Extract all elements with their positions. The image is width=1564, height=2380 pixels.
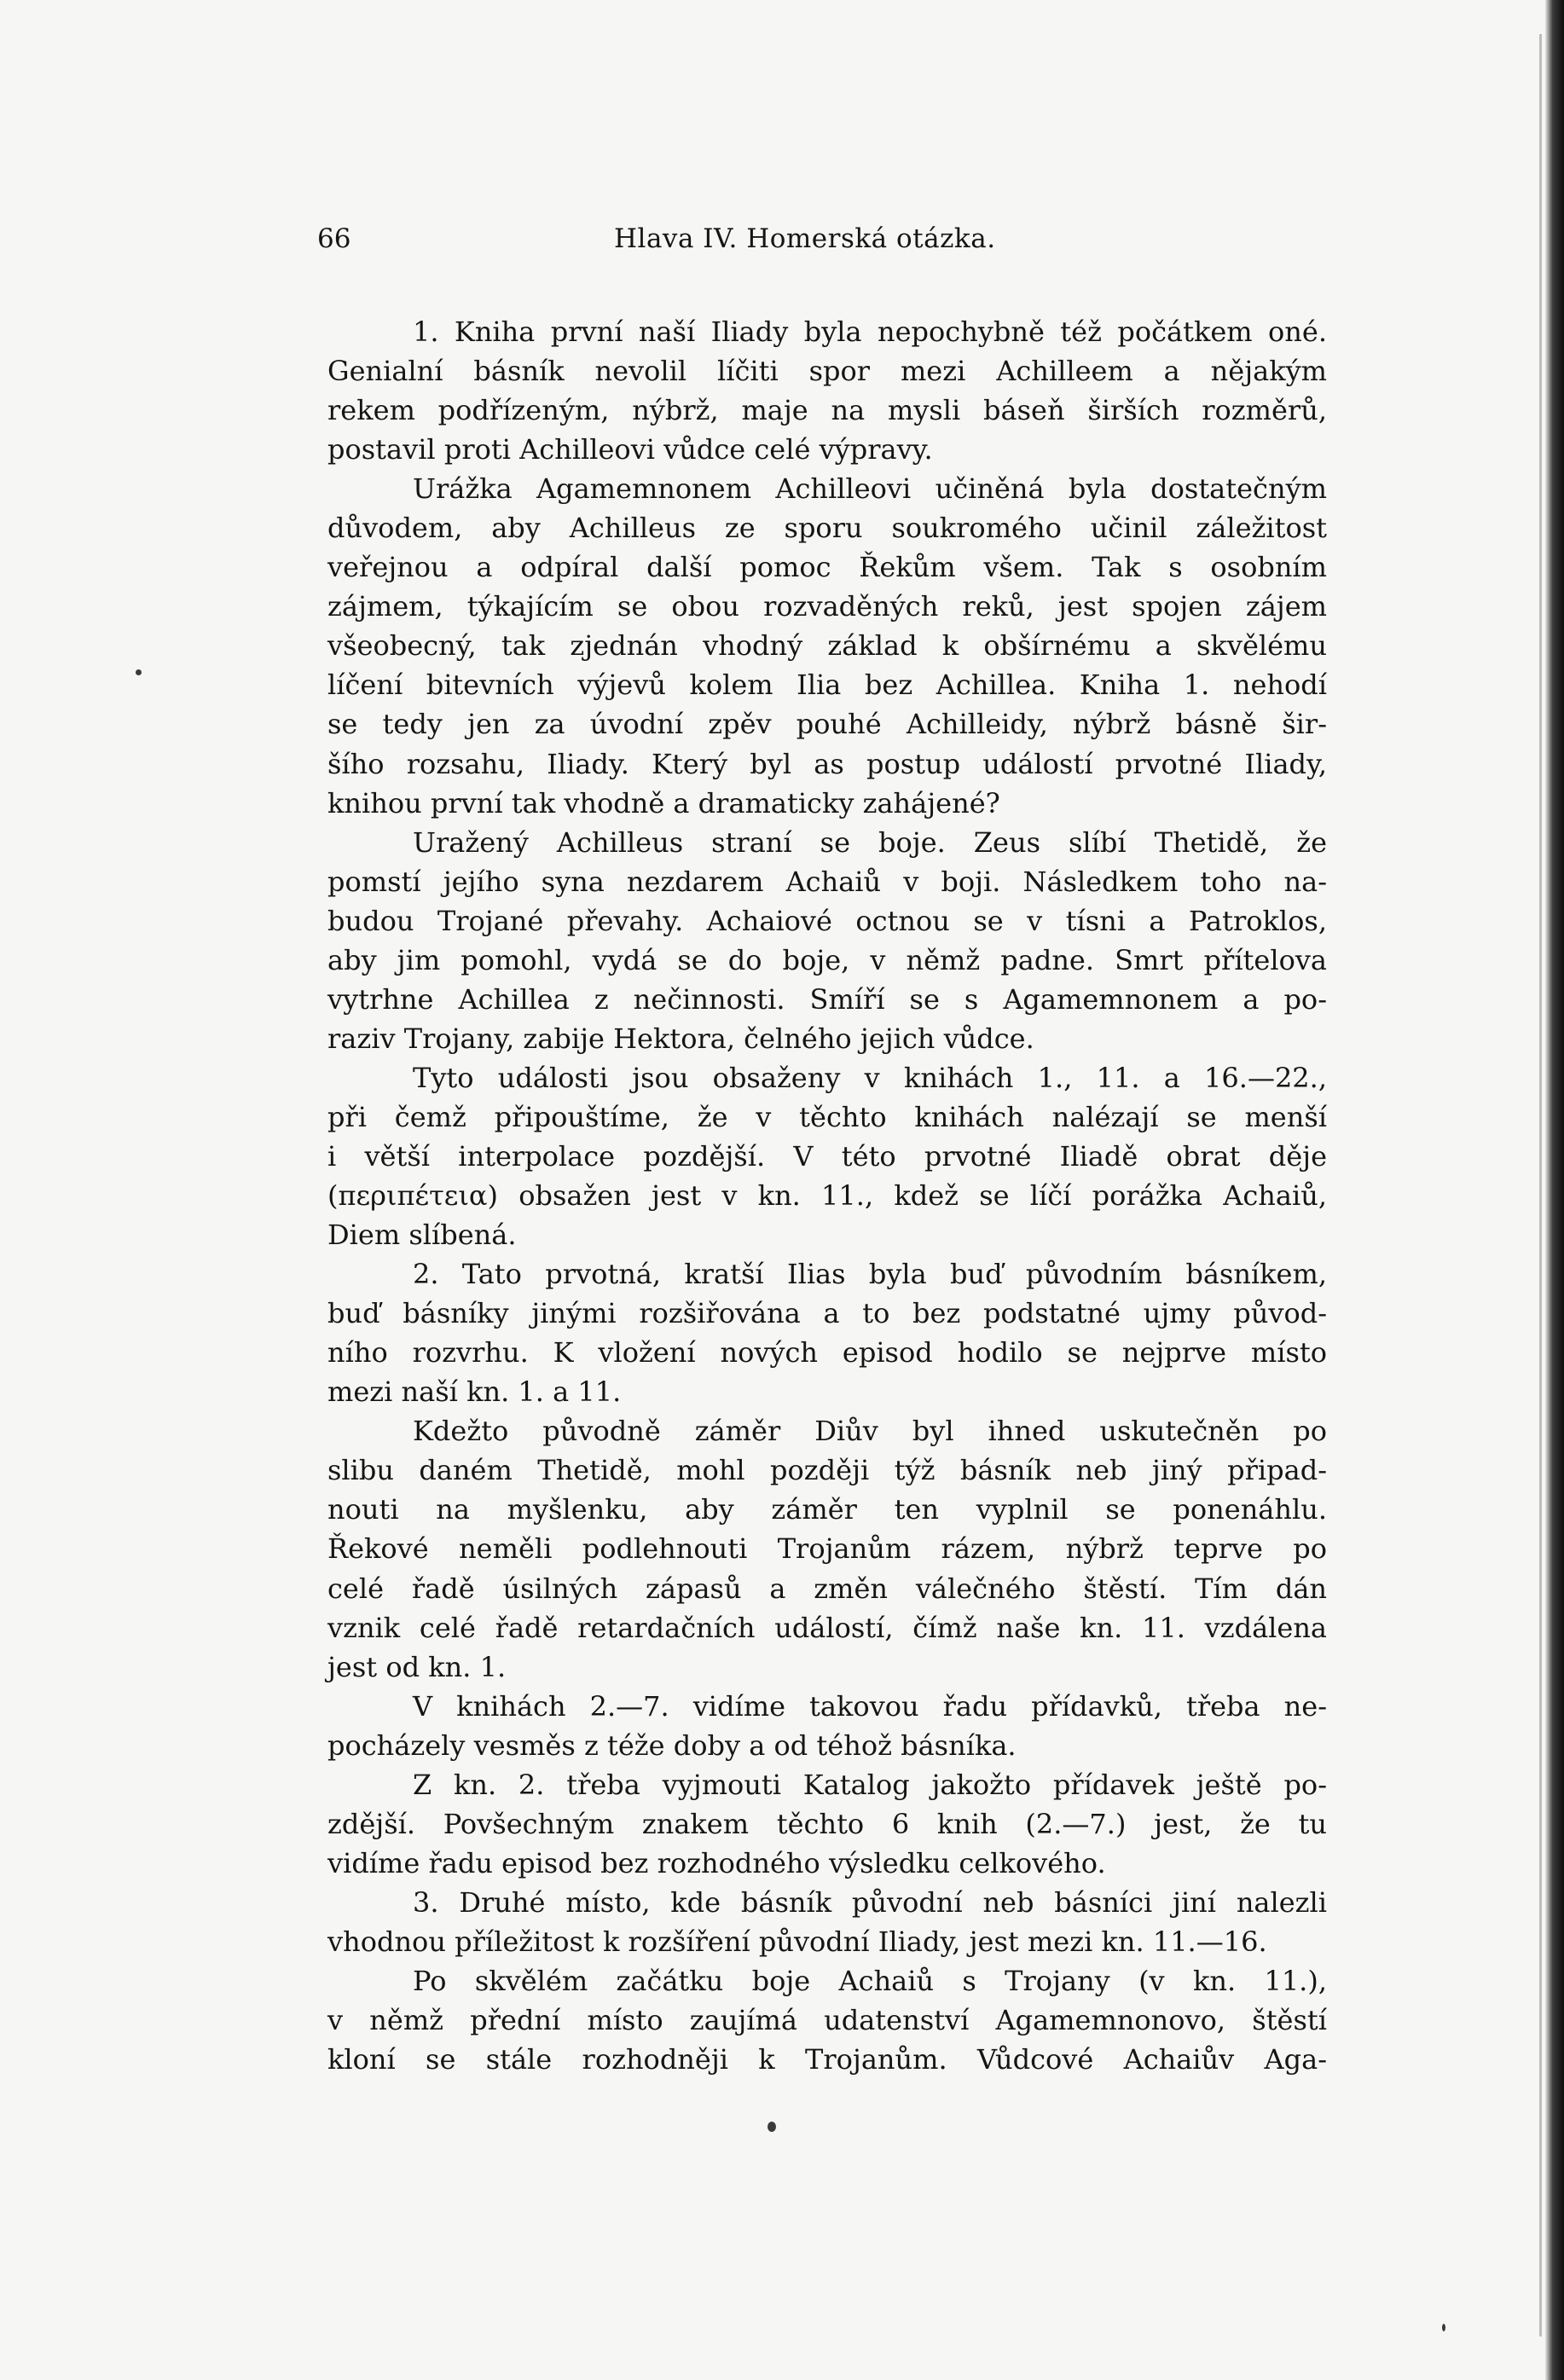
text-line: V knihách 2.—7. vidíme takovou řadu přídavků, třeba ne- — [413, 1689, 1327, 1723]
text-line: při čemž připouštíme, že v těchto knihách nalézají se menší — [327, 1100, 1327, 1133]
text-line: 1. Kniha první naší Iliady byla nepochybně též počátkem oné. — [413, 316, 1327, 348]
text-line: pomstí jejího syna nezdarem Achaiů v boji. Následkem toho na- — [327, 865, 1327, 898]
text-line: slibu daném Thetidě, mohl později týž básník neb jiný připad- — [327, 1454, 1327, 1487]
text-line: kloní se stále rozhodněji k Trojanům. Vůdcové Achaiův Aga- — [327, 2043, 1327, 2076]
text-line: (περιπέτεια) obsažen jest v kn. 11., kdež se líčí porážka Achaiů, — [327, 1179, 1327, 1213]
text-line: Diem slíbená. — [327, 1219, 517, 1252]
text-line: aby jim pomohl, vydá se do boje, v němž padne. Smrt přítelova — [327, 943, 1327, 976]
text-line: budou Trojané převahy. Achaiové octnou se v tísni a Patroklos, — [327, 904, 1327, 937]
scan-speck — [1442, 2324, 1445, 2331]
text-line: šího rozsahu, Iliady. Který byl as postup událostí prvotné Iliady, — [327, 747, 1327, 780]
page-number: 66 — [317, 223, 351, 254]
text-line: Urážka Agamemnonem Achilleovi učiněná byla dostatečným — [413, 472, 1327, 506]
text-line: rekem podřízeným, nýbrž, maje na mysli báseň širších rozměrů, — [327, 394, 1327, 427]
text-line: líčení bitevních výjevů kolem Ilia bez Achillea. Kniha 1. nehodí — [327, 669, 1327, 702]
text-line: pocházely vesměs z téže doby a od téhož básníka. — [327, 1729, 1017, 1762]
text-line: mezi naší kn. 1. a 11. — [327, 1375, 622, 1409]
text-line: knihou první tak vhodně a dramaticky zahájené? — [327, 786, 1000, 819]
text-line: veřejnou a odpíral další pomoc Řekům všem. Tak s osobním — [327, 551, 1327, 584]
body-text — [327, 312, 1327, 2079]
text-line: zdější. Povšechným znakem těchto 6 knih (2.—7.) jest, že tu — [327, 1807, 1327, 1840]
text-line: zájmem, týkajícím se obou rozvaděných reků, jest spojen zájem — [327, 590, 1327, 623]
text-line: postavil proti Achilleovi vůdce celé výpravy. — [327, 433, 933, 466]
scan-speck — [136, 669, 142, 675]
text-line: celé řadě úsilných zápasů a změn válečného štěstí. Tím dán — [327, 1572, 1327, 1605]
text-line: nouti na myšlenku, aby záměr ten vyplnil se ponenáhlu. — [327, 1493, 1327, 1526]
text-line: raziv Trojany, zabije Hektora, čelného jejich vůdce. — [327, 1022, 1034, 1055]
running-head: Hlava IV. Homerská otázka. — [614, 223, 996, 254]
text-line: ního rozvrhu. K vložení nových episod hodilo se nejprve místo — [327, 1336, 1327, 1370]
page-header — [317, 223, 1328, 266]
text-line: vznik celé řadě retardačních událostí, čímž naše kn. 11. vzdálena — [327, 1611, 1327, 1644]
text-line: buď básníky jinými rozšiřována a to bez podstatné ujmy původ- — [327, 1297, 1327, 1330]
text-line: 2. Tato prvotná, kratší Ilias byla buď původním básníkem, — [413, 1258, 1327, 1291]
text-line: vytrhne Achillea z nečinnosti. Smíří se s Agamemnonem a po- — [327, 982, 1327, 1016]
text-line: Genialní básník nevolil líčiti spor mezi Achilleem a nějakým — [327, 355, 1327, 388]
text-line: vhodnou příležitost k rozšíření původní Iliady, jest mezi kn. 11.—16. — [327, 1925, 1267, 1958]
book-spine-shadow — [1545, 0, 1564, 2380]
text-line: jest od kn. 1. — [327, 1650, 507, 1683]
text-line: v němž přední místo zaujímá udatenství Agamemnonovo, štěstí — [327, 2004, 1327, 2037]
text-line: vidíme řadu episod bez rozhodného výsledku celkového. — [327, 1846, 1106, 1879]
page-edge — [1539, 34, 1542, 2337]
text-line: Uražený Achilleus straní se boje. Zeus slíbí Thetidě, že — [413, 825, 1327, 859]
text-line: Tyto události jsou obsaženy v knihách 1., 11. a 16.—22., — [413, 1061, 1327, 1094]
text-line: i větší interpolace pozdější. V této prvotné Iliadě obrat děje — [327, 1139, 1327, 1173]
text-line: všeobecný, tak zjednán vhodný základ k obšírnému a skvělému — [327, 629, 1327, 663]
text-line: 3. Druhé místo, kde básník původní neb básníci jiní nalezli — [413, 1885, 1327, 1919]
text-line: Řekové neměli podlehnouti Trojanům rázem, nýbrž teprve po — [327, 1532, 1327, 1566]
scan-speck — [768, 2122, 776, 2132]
text-line: se tedy jen za úvodní zpěv pouhé Achilleidy, nýbrž básně šir- — [327, 708, 1327, 741]
text-line: Kdežto původně záměr Diův byl ihned uskutečněn po — [413, 1415, 1327, 1448]
text-line: Z kn. 2. třeba vyjmouti Katalog jakožto přídavek ještě po- — [413, 1768, 1327, 1801]
text-line: důvodem, aby Achilleus ze sporu soukromého učinil záležitost — [327, 512, 1327, 545]
text-line: Po skvělém začátku boje Achaiů s Trojany (v kn. 11.), — [413, 1964, 1327, 1997]
